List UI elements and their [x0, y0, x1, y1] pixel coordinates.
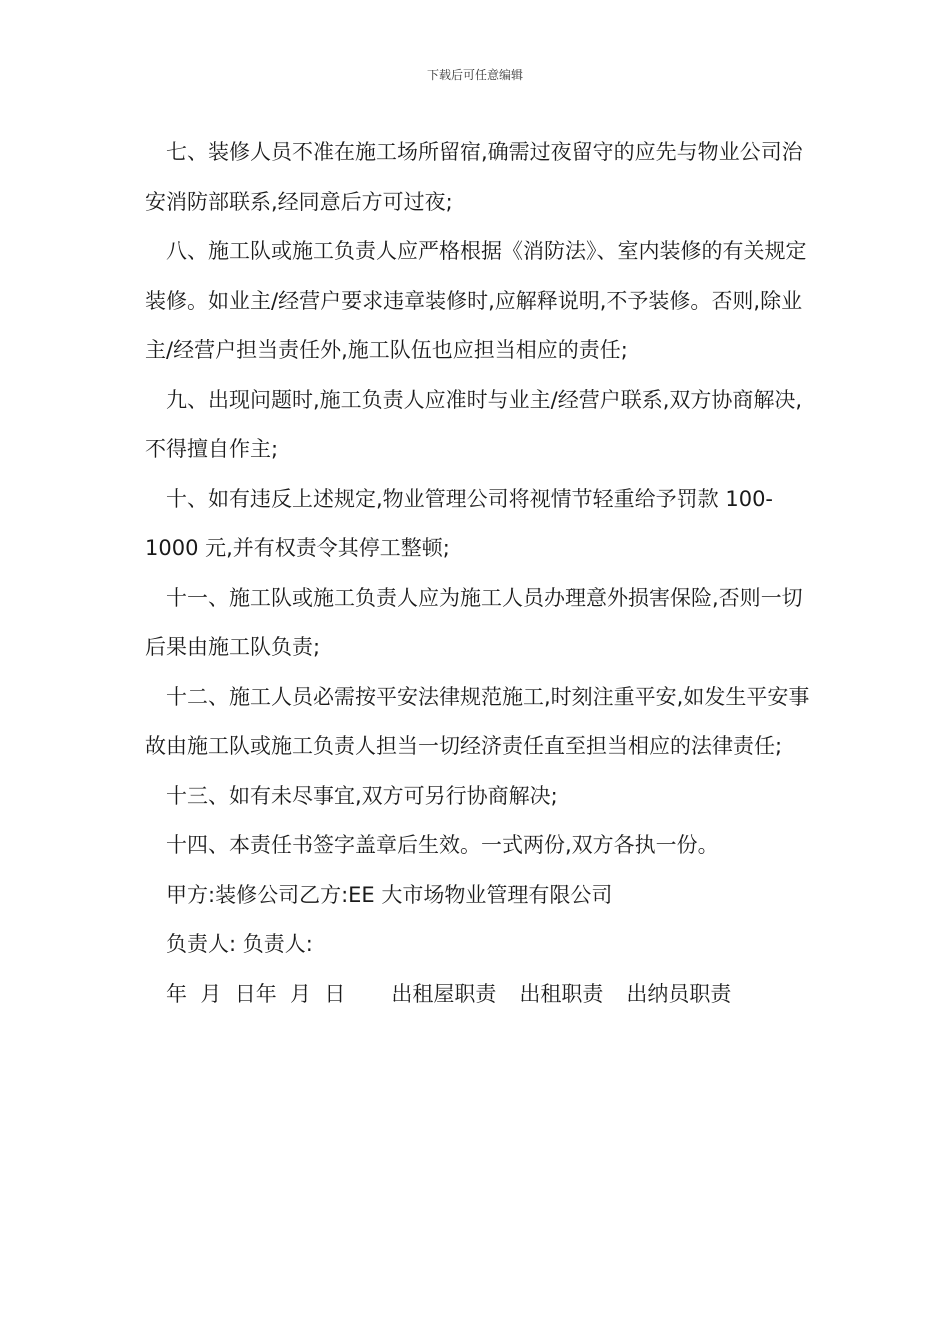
related-link-3[interactable]: 出纳员职责 [626, 981, 732, 1006]
clause-line: 一切后果由施工队负责; [145, 585, 803, 659]
clause-8 [145, 227, 815, 376]
date-text: 年 月 日年 月 日 [166, 981, 346, 1006]
parties-text: 甲方:装修公司乙方:EE 大市场物业管理有限公司 [166, 882, 613, 907]
clause-line: 律责任; [712, 734, 783, 758]
clause-line: 九、出现问题时,施工负责人应准时与业主/经营户联系,双方协商 [166, 387, 754, 412]
clause-line: 十三、如有未尽事宜,双方可另行协商解决; [166, 783, 558, 808]
related-link-1[interactable]: 出租屋职责 [391, 981, 497, 1006]
clause-line: 司治安消防部联系,经同意后方可过夜; [145, 140, 803, 214]
document-body [145, 128, 815, 1019]
clause-line: 关规定装修。如业主/经营户要求违章装修时,应解释说明,不予装修。 [145, 239, 807, 313]
clause-line: 安事故由施工队或施工负责人担当一切经济责任直至担当相应的法 [145, 684, 810, 758]
clause-line: 七、装修人员不准在施工场所留宿,确需过夜留守的应先与物业公 [166, 140, 761, 164]
related-link-2[interactable]: 出租职责 [519, 981, 604, 1006]
clause-7 [145, 128, 815, 227]
clause-12 [145, 673, 815, 772]
header-text: 下载后可任意编辑 [426, 68, 523, 82]
signature-responsible [145, 920, 815, 970]
clause-line: 十一、施工队或施工负责人应为施工人员办理意外损害保险,否则 [166, 585, 761, 610]
clause-9 [145, 376, 815, 475]
clause-line: 1000 元,并有权责令其停工整顿; [145, 536, 450, 560]
clause-line: 八、施工队或施工负责人应严格根据《消防法》、室内装修的有 [166, 239, 744, 263]
clause-13 [145, 772, 815, 822]
clause-line: 否则,除业主/经营户担当责任外,施工队伍也应担当相应的责任; [145, 288, 803, 362]
clause-line: 十、如有违反上述规定,物业管理公司将视情节轻重给予罚款 100- [166, 486, 774, 511]
clause-line: 十四、本责任书签字盖章后生效。一式两份,双方各执一份。 [166, 833, 719, 857]
clause-line: 十二、施工人员必需按平安法律规范施工,时刻注重平安,如发生平 [166, 684, 768, 709]
clause-line: 解决,不得擅自作主; [145, 387, 803, 461]
responsible-text: 负责人: 负责人: [166, 932, 313, 956]
clause-11 [145, 574, 815, 673]
clause-10 [145, 475, 815, 574]
signature-date-row [145, 970, 815, 1020]
signature-parties [145, 871, 815, 921]
page-header [0, 66, 950, 84]
clause-14 [145, 821, 815, 871]
